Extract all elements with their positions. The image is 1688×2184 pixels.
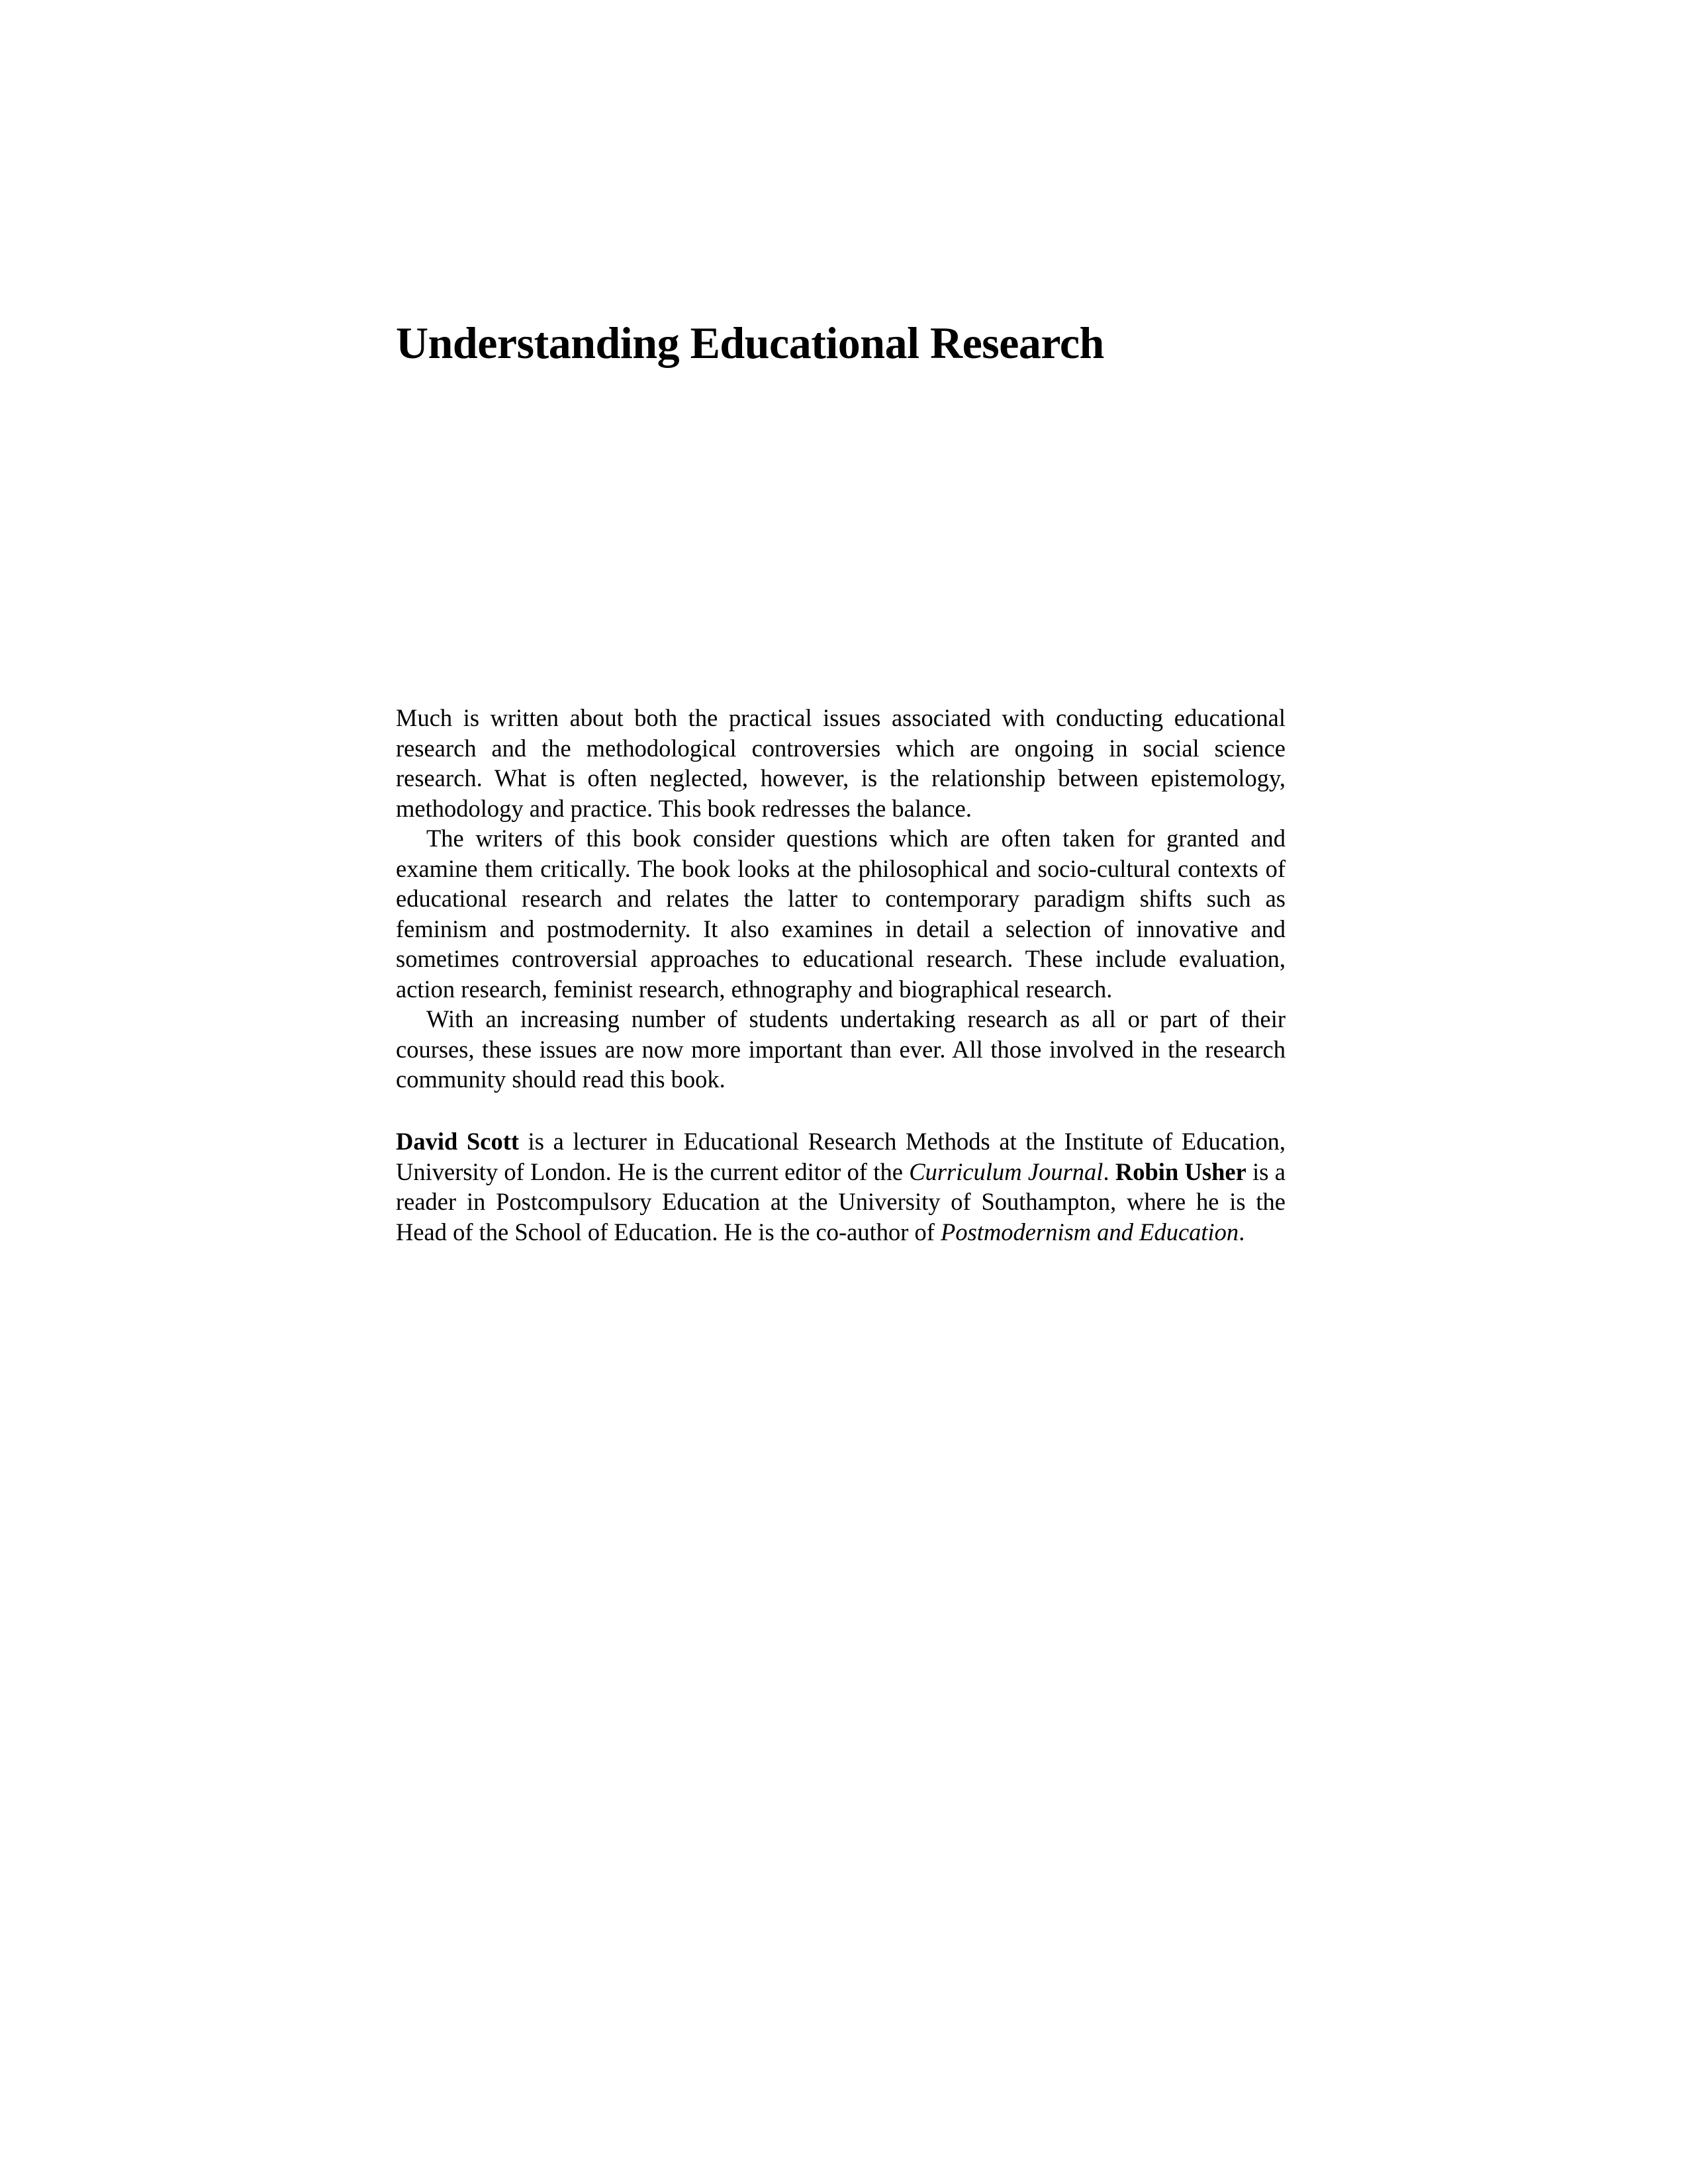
author-name-david-scott: David Scott (396, 1128, 520, 1155)
book-reference-title: Postmodernism and Education (941, 1218, 1239, 1246)
author-name-robin-usher: Robin Usher (1115, 1158, 1246, 1185)
book-description (396, 703, 1286, 1095)
book-title: Understanding Educational Research (396, 318, 1104, 368)
author-bio-text: . (1103, 1158, 1115, 1185)
description-paragraph-1: Much is written about both the practical issues associated with conducting educational research and the methodological controversies which are ongoing in social science research. What is often neglected, however, is the relationship between epistemology, methodology and practice. This book redresses the balance. (396, 704, 1286, 822)
author-bio-text: . (1239, 1218, 1245, 1246)
author-bios (396, 1126, 1286, 1247)
author-bio-text: is a reader in Postcompulsory Education at the University of Southampton, where he is the Head of the School of Education. He is the co-author of (396, 1158, 1286, 1246)
author-bio-text: is a lecturer in Educational Research Methods at the Institute of Education, University of London. He is the current editor of the (396, 1128, 1286, 1185)
description-paragraph-3: With an increasing number of students undertaking research as all or part of their courses, these issues are now more important than ever. All those involved in the research community should read this book. (396, 1005, 1286, 1093)
description-paragraph-2: The writers of this book consider questions which are often taken for granted and examine them critically. The book looks at the philosophical and socio-cultural contexts of educational research and relates the latter to contemporary paradigm shifts such as feminism and postmodernity. It also examines in detail a selection of innovative and sometimes controversial approaches to educational research. These include evaluation, action research, feminist research, ethnography and biographical research. (396, 825, 1286, 1003)
journal-title: Curriculum Journal (909, 1158, 1103, 1185)
